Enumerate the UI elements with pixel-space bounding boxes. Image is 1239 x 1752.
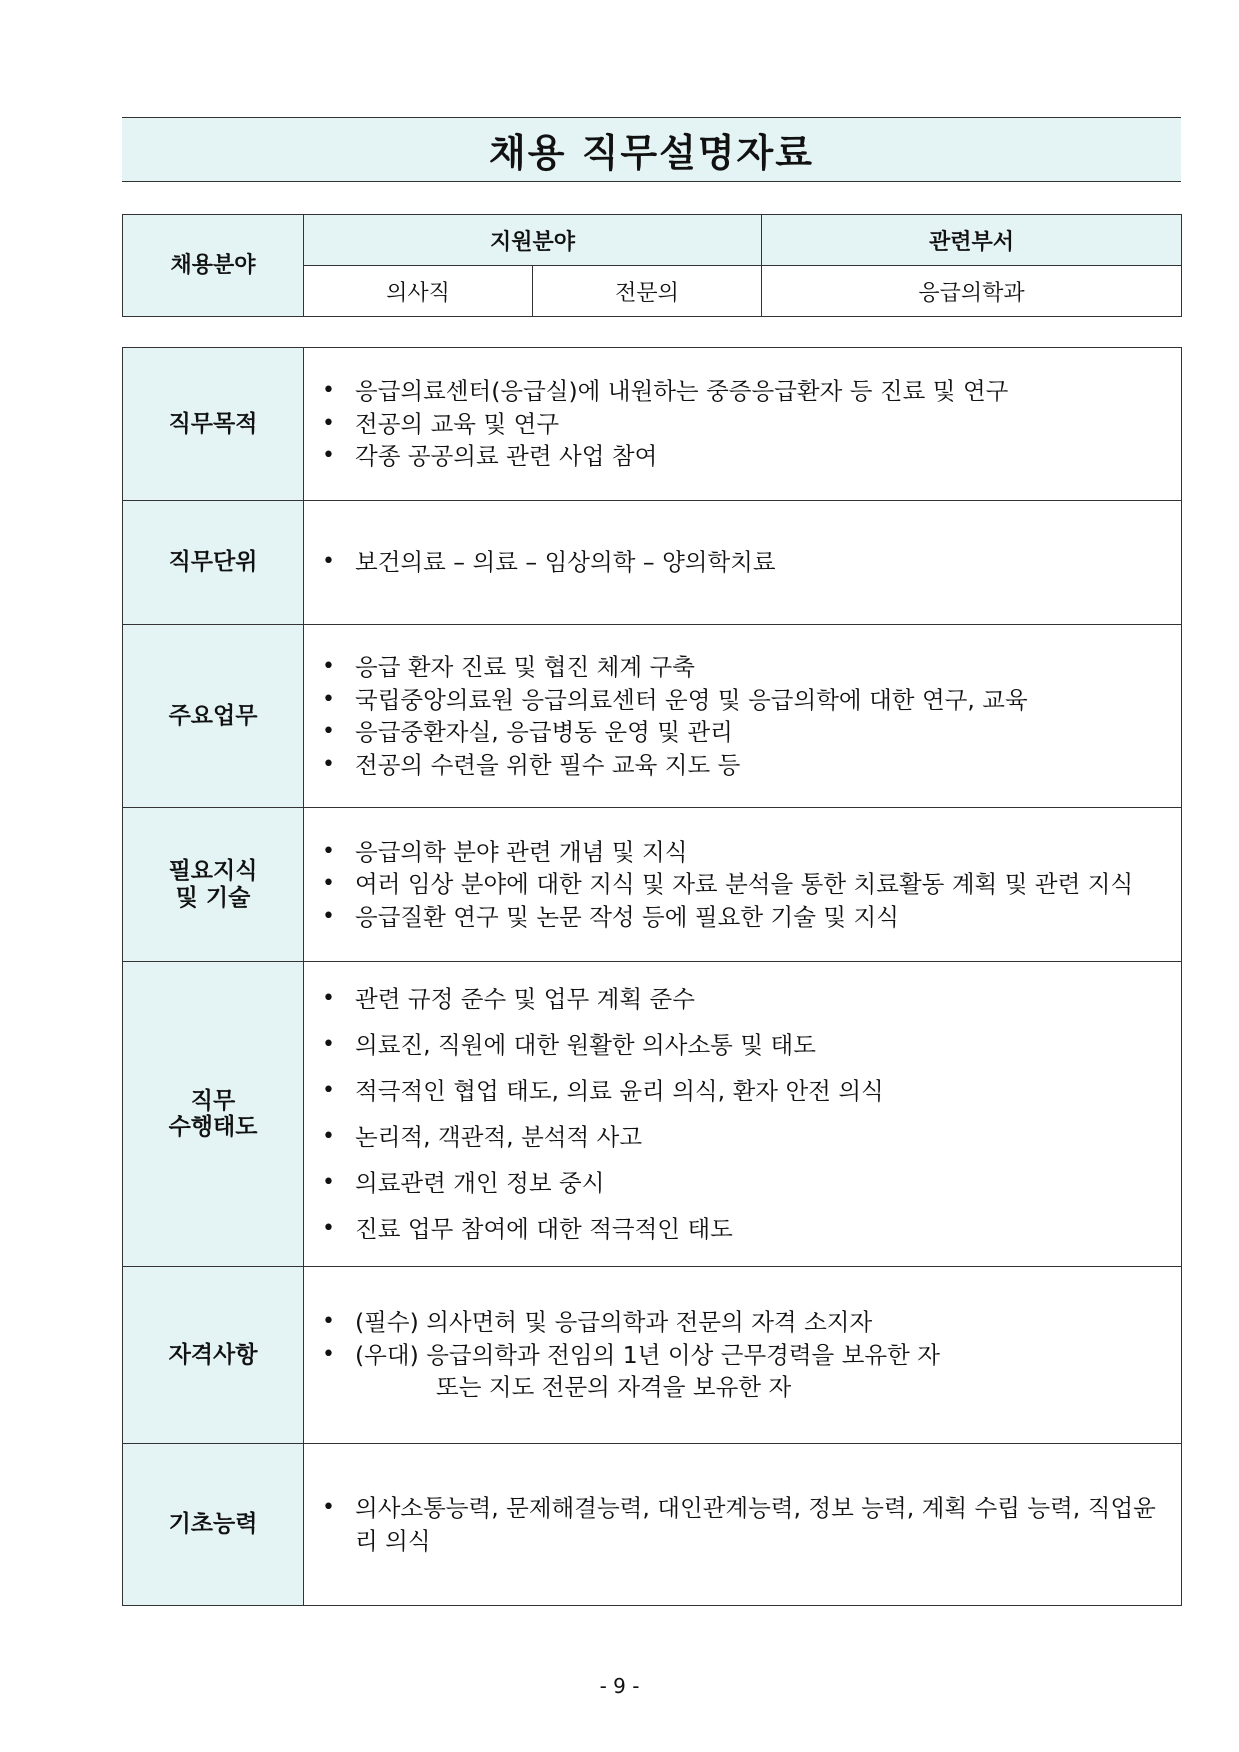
section-row-purpose bbox=[123, 348, 1182, 501]
list-item: • 각종 공공의료 관련 사업 참여 bbox=[318, 440, 1171, 473]
bullet-list bbox=[318, 976, 1171, 1252]
list-item: • 국립중앙의료원 응급의료센터 운영 및 응급의학에 대한 연구, 교육 bbox=[318, 684, 1171, 717]
apply-field-value-job: 의사직 bbox=[304, 266, 533, 317]
list-item: • 관련 규정 준수 및 업무 계획 준수 bbox=[318, 976, 1171, 1022]
section-label: 직무 수행태도 bbox=[123, 962, 304, 1267]
section-label: 직무목적 bbox=[123, 348, 304, 501]
list-item: • 의사소통능력, 문제해결능력, 대인관계능력, 정보 능력, 계획 수립 능력, 직업윤리 의식 bbox=[318, 1492, 1171, 1557]
section-content bbox=[304, 348, 1182, 501]
section-label: 주요업무 bbox=[123, 625, 304, 808]
job-description-table bbox=[122, 347, 1182, 1606]
section-row-qualifications bbox=[123, 1267, 1182, 1444]
bullet-list bbox=[318, 375, 1171, 473]
section-content bbox=[304, 501, 1182, 625]
bullet-list bbox=[318, 836, 1171, 934]
section-label: 기초능력 bbox=[123, 1444, 304, 1606]
list-item: • 적극적인 협업 태도, 의료 윤리 의식, 환자 안전 의식 bbox=[318, 1068, 1171, 1114]
list-item: • 전공의 교육 및 연구 bbox=[318, 408, 1171, 441]
bullet-list bbox=[318, 1306, 1171, 1404]
document-title: 채용 직무설명자료 bbox=[489, 131, 814, 175]
section-label: 자격사항 bbox=[123, 1267, 304, 1444]
apply-field-label: 지원분야 bbox=[304, 215, 762, 266]
list-item: • 진료 업무 참여에 대한 적극적인 태도 bbox=[318, 1206, 1171, 1252]
section-content bbox=[304, 808, 1182, 962]
section-content bbox=[304, 962, 1182, 1267]
list-item: • 보건의료 – 의료 – 임상의학 – 양의학치료 bbox=[318, 546, 1171, 579]
list-item: • 여러 임상 분야에 대한 지식 및 자료 분석을 통한 치료활동 계획 및 관련 지식 bbox=[318, 868, 1171, 901]
bullet-list bbox=[318, 1492, 1171, 1557]
section-row-basic-abilities bbox=[123, 1444, 1182, 1606]
list-item: • (필수) 의사면허 및 응급의학과 전문의 자격 소지자 bbox=[318, 1306, 1171, 1339]
section-row-attitude bbox=[123, 962, 1182, 1267]
list-item: • 응급중환자실, 응급병동 운영 및 관리 bbox=[318, 716, 1171, 749]
list-item: • 의료진, 직원에 대한 원활한 의사소통 및 태도 bbox=[318, 1022, 1171, 1068]
list-item: • 응급의료센터(응급실)에 내원하는 중증응급환자 등 진료 및 연구 bbox=[318, 375, 1171, 408]
list-item: • 의료관련 개인 정보 중시 bbox=[318, 1160, 1171, 1206]
section-content bbox=[304, 1444, 1182, 1606]
section-label: 필요지식 및 기술 bbox=[123, 808, 304, 962]
list-item: • 전공의 수련을 위한 필수 교육 지도 등 bbox=[318, 749, 1171, 782]
section-row-knowledge-skills bbox=[123, 808, 1182, 962]
section-row-main-duties bbox=[123, 625, 1182, 808]
page-number: - 9 - bbox=[599, 1674, 640, 1698]
list-item: • 응급질환 연구 및 논문 작성 등에 필요한 기술 및 지식 bbox=[318, 901, 1171, 934]
apply-field-value-position: 전문의 bbox=[533, 266, 762, 317]
document-title-bar bbox=[122, 117, 1181, 182]
related-dept-label: 관련부서 bbox=[762, 215, 1182, 266]
related-dept-value: 응급의학과 bbox=[762, 266, 1182, 317]
section-content bbox=[304, 625, 1182, 808]
bullet-list bbox=[318, 546, 1171, 579]
list-item: • 응급의학 분야 관련 개념 및 지식 bbox=[318, 836, 1171, 869]
section-row-unit bbox=[123, 501, 1182, 625]
list-item: • 응급 환자 진료 및 협진 체계 구축 bbox=[318, 651, 1171, 684]
section-label: 직무단위 bbox=[123, 501, 304, 625]
recruit-field-label: 채용분야 bbox=[123, 215, 304, 317]
list-item-continuation: 또는 지도 전문의 자격을 보유한 자 bbox=[436, 1373, 792, 1402]
list-item: • 논리적, 객관적, 분석적 사고 bbox=[318, 1114, 1171, 1160]
section-content bbox=[304, 1267, 1182, 1444]
recruitment-header-table bbox=[122, 214, 1182, 317]
list-item: • (우대) 응급의학과 전임의 1년 이상 근무경력을 보유한 자 또는 지도 전문의 자격을 보유한 자 bbox=[318, 1339, 1171, 1404]
bullet-list bbox=[318, 651, 1171, 781]
